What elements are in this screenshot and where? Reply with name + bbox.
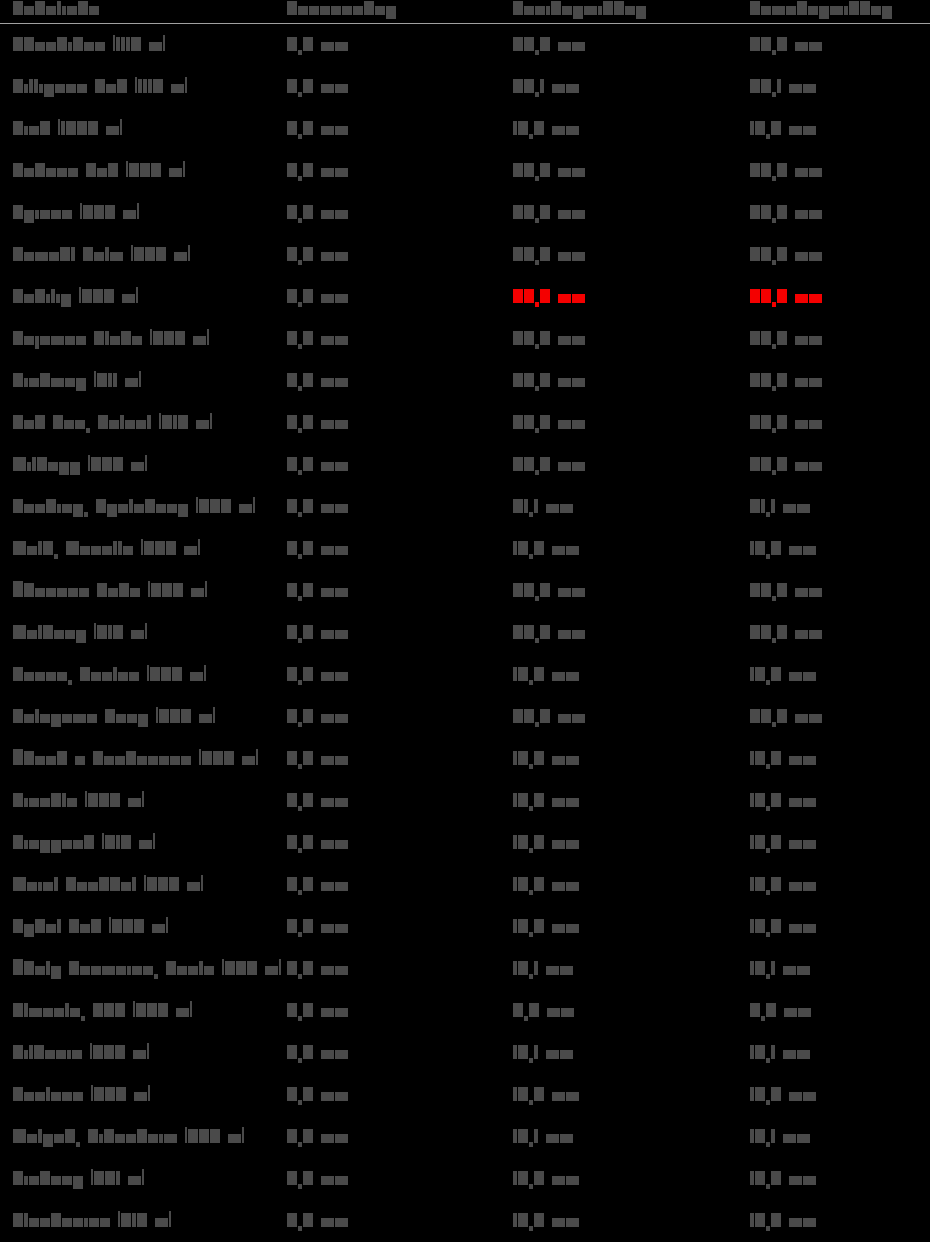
place-cell[interactable] — [0, 1086, 287, 1105]
table-row — [0, 150, 930, 192]
value-today-cell — [287, 876, 513, 895]
table-row — [0, 192, 930, 234]
value-today-cell — [287, 960, 513, 979]
table-row — [0, 990, 930, 1032]
place-cell[interactable] — [0, 414, 287, 433]
value-day3-cell — [750, 288, 930, 307]
value-day2-cell — [513, 1212, 750, 1231]
value-today-cell — [287, 792, 513, 811]
value-today-cell — [287, 120, 513, 139]
value-day2-cell — [513, 372, 750, 391]
table-row — [0, 486, 930, 528]
value-today-cell — [287, 1212, 513, 1231]
table-body — [0, 24, 930, 1242]
value-day2-cell — [513, 1170, 750, 1189]
place-cell[interactable] — [0, 582, 287, 601]
table-row — [0, 948, 930, 990]
value-day2-cell — [513, 78, 750, 97]
value-today-cell — [287, 162, 513, 181]
value-day2-cell — [513, 36, 750, 55]
value-today-cell — [287, 330, 513, 349]
table-row — [0, 612, 930, 654]
table-row — [0, 276, 930, 318]
place-cell[interactable] — [0, 498, 287, 517]
value-day3-cell — [750, 1170, 930, 1189]
value-day3-cell — [750, 624, 930, 643]
value-day2-cell — [513, 204, 750, 223]
value-today-cell — [287, 288, 513, 307]
value-today-cell — [287, 834, 513, 853]
value-today-cell — [287, 666, 513, 685]
value-day3-cell — [750, 498, 930, 517]
table-row — [0, 654, 930, 696]
table-row — [0, 234, 930, 276]
value-day3-cell — [750, 1212, 930, 1231]
value-day2-cell — [513, 288, 750, 307]
value-today-cell — [287, 498, 513, 517]
table-row — [0, 822, 930, 864]
value-today-cell — [287, 750, 513, 769]
table-row — [0, 738, 930, 780]
place-cell[interactable] — [0, 372, 287, 391]
table-row — [0, 780, 930, 822]
value-day3-cell — [750, 666, 930, 685]
place-cell[interactable] — [0, 204, 287, 223]
table-row — [0, 906, 930, 948]
table-row — [0, 1116, 930, 1158]
value-day3-cell — [750, 708, 930, 727]
place-cell[interactable] — [0, 1128, 287, 1147]
value-day2-cell — [513, 162, 750, 181]
place-cell[interactable] — [0, 162, 287, 181]
value-day3-cell — [750, 456, 930, 475]
table-row — [0, 24, 930, 66]
place-cell[interactable] — [0, 918, 287, 937]
table-row — [0, 360, 930, 402]
place-cell[interactable] — [0, 540, 287, 559]
value-day3-cell — [750, 78, 930, 97]
value-today-cell — [287, 1002, 513, 1021]
value-day2-cell — [513, 624, 750, 643]
value-day2-cell — [513, 666, 750, 685]
value-today-cell — [287, 540, 513, 559]
value-day3-cell — [750, 750, 930, 769]
value-day2-cell — [513, 540, 750, 559]
place-cell[interactable] — [0, 960, 287, 979]
table-row — [0, 1032, 930, 1074]
table-row — [0, 696, 930, 738]
value-today-cell — [287, 918, 513, 937]
place-cell[interactable] — [0, 78, 287, 97]
table-row — [0, 108, 930, 150]
value-today-cell — [287, 36, 513, 55]
place-cell[interactable] — [0, 708, 287, 727]
table-row — [0, 1158, 930, 1200]
table-row — [0, 528, 930, 570]
value-day2-cell — [513, 960, 750, 979]
value-day3-cell — [750, 1086, 930, 1105]
place-cell[interactable] — [0, 330, 287, 349]
header-today — [287, 0, 513, 23]
value-day2-cell — [513, 750, 750, 769]
place-cell[interactable] — [0, 624, 287, 643]
value-day2-cell — [513, 834, 750, 853]
value-day3-cell — [750, 1044, 930, 1063]
value-day3-cell — [750, 834, 930, 853]
value-day2-cell — [513, 876, 750, 895]
value-day2-cell — [513, 918, 750, 937]
value-day2-cell — [513, 1086, 750, 1105]
place-cell[interactable] — [0, 288, 287, 307]
value-today-cell — [287, 1128, 513, 1147]
value-day2-cell — [513, 1128, 750, 1147]
value-today-cell — [287, 708, 513, 727]
place-cell[interactable] — [0, 792, 287, 811]
value-day3-cell — [750, 960, 930, 979]
value-day2-cell — [513, 414, 750, 433]
place-cell[interactable] — [0, 120, 287, 139]
place-cell[interactable] — [0, 834, 287, 853]
table-row — [0, 1200, 930, 1242]
value-day2-cell — [513, 246, 750, 265]
place-cell[interactable] — [0, 876, 287, 895]
place-cell[interactable] — [0, 1044, 287, 1063]
header-place — [0, 0, 287, 23]
place-cell[interactable] — [0, 1170, 287, 1189]
value-day2-cell — [513, 582, 750, 601]
value-today-cell — [287, 582, 513, 601]
place-cell[interactable] — [0, 750, 287, 769]
place-cell[interactable] — [0, 1002, 287, 1021]
value-today-cell — [287, 246, 513, 265]
value-day3-cell — [750, 1128, 930, 1147]
value-today-cell — [287, 414, 513, 433]
table-row — [0, 444, 930, 486]
value-day3-cell — [750, 876, 930, 895]
value-day2-cell — [513, 1002, 750, 1021]
table-header-row — [0, 0, 930, 24]
place-cell[interactable] — [0, 36, 287, 55]
table-row — [0, 570, 930, 612]
value-day2-cell — [513, 456, 750, 475]
place-cell[interactable] — [0, 456, 287, 475]
value-day3-cell — [750, 792, 930, 811]
value-day3-cell — [750, 246, 930, 265]
table-row — [0, 402, 930, 444]
header-day2 — [513, 0, 750, 23]
value-today-cell — [287, 372, 513, 391]
value-day2-cell — [513, 1044, 750, 1063]
value-day3-cell — [750, 204, 930, 223]
value-day3-cell — [750, 372, 930, 391]
value-day3-cell — [750, 918, 930, 937]
value-day3-cell — [750, 582, 930, 601]
value-today-cell — [287, 1044, 513, 1063]
value-day3-cell — [750, 120, 930, 139]
place-cell[interactable] — [0, 246, 287, 265]
value-today-cell — [287, 624, 513, 643]
value-today-cell — [287, 78, 513, 97]
value-day3-cell — [750, 330, 930, 349]
value-day2-cell — [513, 792, 750, 811]
value-day2-cell — [513, 708, 750, 727]
table-row — [0, 66, 930, 108]
value-day2-cell — [513, 330, 750, 349]
table-row — [0, 864, 930, 906]
table-row — [0, 1074, 930, 1116]
value-today-cell — [287, 1086, 513, 1105]
header-day3 — [750, 0, 930, 23]
value-day3-cell — [750, 1002, 930, 1021]
value-day2-cell — [513, 120, 750, 139]
value-day3-cell — [750, 414, 930, 433]
value-today-cell — [287, 204, 513, 223]
value-day3-cell — [750, 162, 930, 181]
value-day2-cell — [513, 498, 750, 517]
place-cell[interactable] — [0, 666, 287, 685]
value-day3-cell — [750, 540, 930, 559]
table-row — [0, 318, 930, 360]
value-day3-cell — [750, 36, 930, 55]
place-cell[interactable] — [0, 1212, 287, 1231]
value-today-cell — [287, 1170, 513, 1189]
value-today-cell — [287, 456, 513, 475]
